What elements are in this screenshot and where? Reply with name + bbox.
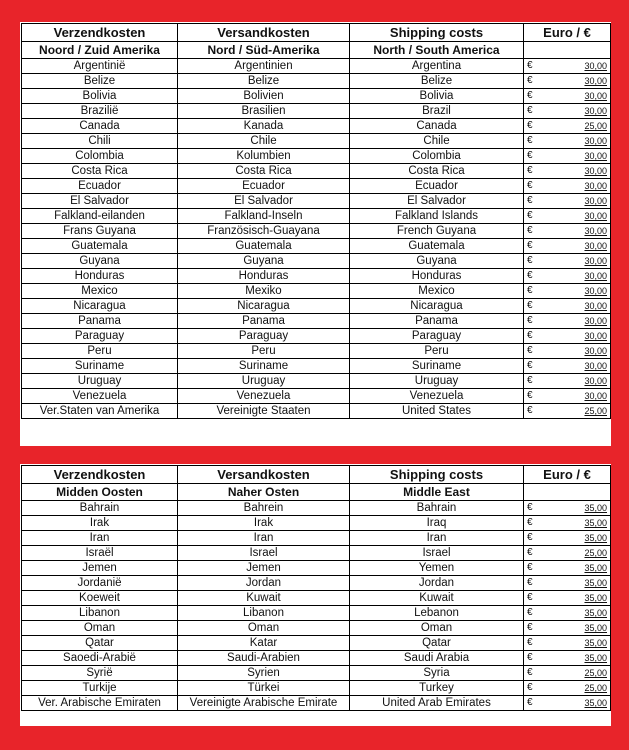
region-price-empty [524,42,611,59]
country-en: Yemen [350,561,524,576]
country-nl: Peru [22,344,178,359]
country-en: Panama [350,314,524,329]
price-cell [524,606,611,621]
table-row [22,134,611,149]
country-nl: Mexico [22,284,178,299]
currency-symbol: € [527,105,533,116]
table-row [22,389,611,404]
currency-symbol: € [527,195,533,206]
table-row [22,576,611,591]
country-en: Bahrain [350,501,524,516]
price-amount: 35,00 [584,503,607,513]
currency-symbol: € [527,622,533,633]
currency-symbol: € [527,375,533,386]
country-nl: Frans Guyana [22,224,178,239]
country-en: Lebanon [350,606,524,621]
country-nl: Ver.Staten van Amerika [22,404,178,419]
currency-symbol: € [527,577,533,588]
table-row [22,546,611,561]
country-de: Jemen [178,561,350,576]
country-nl: Falkland-eilanden [22,209,178,224]
country-de: Falkland-Inseln [178,209,350,224]
country-nl: Ver. Arabische Emiraten [22,696,178,711]
price-cell [524,59,611,74]
country-nl: Uruguay [22,374,178,389]
currency-symbol: € [527,390,533,401]
region-german: Naher Osten [178,484,350,501]
country-en: Brazil [350,104,524,119]
table-row [22,284,611,299]
currency-symbol: € [527,270,533,281]
country-nl: Oman [22,621,178,636]
country-en: Paraguay [350,329,524,344]
price-cell [524,576,611,591]
table-row [22,209,611,224]
currency-symbol: € [527,300,533,311]
price-amount: 30,00 [584,346,607,356]
table-row [22,404,611,419]
price-amount: 30,00 [584,76,607,86]
price-amount: 30,00 [584,151,607,161]
table-row [22,501,611,516]
price-amount: 30,00 [584,256,607,266]
table-row [22,531,611,546]
currency-symbol: € [527,90,533,101]
price-amount: 30,00 [584,211,607,221]
country-nl: Guatemala [22,239,178,254]
currency-symbol: € [527,165,533,176]
table-header-row [22,24,611,42]
country-de: Honduras [178,269,350,284]
country-de: Argentinien [178,59,350,74]
country-nl: Brazilië [22,104,178,119]
header-dutch: Verzendkosten [22,24,178,42]
country-en: Chile [350,134,524,149]
currency-symbol: € [527,532,533,543]
currency-symbol: € [527,75,533,86]
country-de: Oman [178,621,350,636]
price-amount: 30,00 [584,391,607,401]
header-german: Versandkosten [178,466,350,484]
price-cell [524,74,611,89]
currency-symbol: € [527,502,533,513]
country-de: Kanada [178,119,350,134]
table-row [22,636,611,651]
currency-symbol: € [527,285,533,296]
region-dutch: Midden Oosten [22,484,178,501]
currency-symbol: € [527,180,533,191]
price-amount: 30,00 [584,376,607,386]
country-nl: Iran [22,531,178,546]
country-en: Turkey [350,681,524,696]
price-amount: 30,00 [584,361,607,371]
header-price: Euro / € [524,466,611,484]
country-nl: Ecuador [22,179,178,194]
price-cell [524,314,611,329]
currency-symbol: € [527,255,533,266]
country-de: Bolivien [178,89,350,104]
currency-symbol: € [527,637,533,648]
currency-symbol: € [527,682,533,693]
country-en: Qatar [350,636,524,651]
country-de: Saudi-Arabien [178,651,350,666]
table-row [22,591,611,606]
table-row [22,299,611,314]
price-cell [524,164,611,179]
country-nl: Panama [22,314,178,329]
price-cell [524,299,611,314]
shipping-table-americas [21,23,611,419]
table-row [22,254,611,269]
country-en: Belize [350,74,524,89]
country-en: Bolivia [350,89,524,104]
country-de: Guyana [178,254,350,269]
country-en: Mexico [350,284,524,299]
table-row [22,224,611,239]
price-amount: 30,00 [584,91,607,101]
shipping-table-americas-panel [20,22,611,446]
currency-symbol: € [527,240,533,251]
country-en: Oman [350,621,524,636]
currency-symbol: € [527,697,533,708]
currency-symbol: € [527,135,533,146]
country-de: Libanon [178,606,350,621]
price-cell [524,134,611,149]
header-english: Shipping costs [350,24,524,42]
price-cell [524,179,611,194]
price-cell [524,531,611,546]
country-nl: Koeweit [22,591,178,606]
country-de: Suriname [178,359,350,374]
table-row [22,89,611,104]
price-amount: 35,00 [584,623,607,633]
table-row [22,359,611,374]
price-amount: 30,00 [584,301,607,311]
price-cell [524,269,611,284]
currency-symbol: € [527,405,533,416]
price-amount: 35,00 [584,533,607,543]
price-cell [524,359,611,374]
price-cell [524,284,611,299]
table-row [22,344,611,359]
currency-symbol: € [527,330,533,341]
country-nl: Guyana [22,254,178,269]
price-cell [524,591,611,606]
country-en: Nicaragua [350,299,524,314]
price-cell [524,666,611,681]
header-price: Euro / € [524,24,611,42]
price-amount: 35,00 [584,698,607,708]
country-en: Iran [350,531,524,546]
currency-symbol: € [527,345,533,356]
header-english: Shipping costs [350,466,524,484]
price-cell [524,119,611,134]
country-en: Jordan [350,576,524,591]
table-row [22,374,611,389]
country-de: Französisch-Guayana [178,224,350,239]
table-row [22,621,611,636]
country-en: Kuwait [350,591,524,606]
price-cell [524,561,611,576]
shipping-table-middle-east [21,465,611,711]
table-row [22,239,611,254]
country-de: Mexiko [178,284,350,299]
price-amount: 30,00 [584,331,607,341]
price-amount: 35,00 [584,608,607,618]
country-de: Türkei [178,681,350,696]
country-de: Brasilien [178,104,350,119]
currency-symbol: € [527,607,533,618]
region-price-empty [524,484,611,501]
price-cell [524,681,611,696]
country-de: Kolumbien [178,149,350,164]
country-de: Chile [178,134,350,149]
price-amount: 30,00 [584,61,607,71]
price-amount: 30,00 [584,106,607,116]
country-nl: Turkije [22,681,178,696]
price-cell [524,546,611,561]
country-de: Guatemala [178,239,350,254]
table-row [22,104,611,119]
price-amount: 30,00 [584,271,607,281]
price-cell [524,404,611,419]
country-en: Iraq [350,516,524,531]
price-cell [524,209,611,224]
table-row [22,681,611,696]
header-dutch: Verzendkosten [22,466,178,484]
country-en: Syria [350,666,524,681]
country-en: Suriname [350,359,524,374]
country-nl: Costa Rica [22,164,178,179]
price-cell [524,621,611,636]
currency-symbol: € [527,150,533,161]
price-amount: 25,00 [584,121,607,131]
region-row [22,484,611,501]
country-en: Argentina [350,59,524,74]
country-en: French Guyana [350,224,524,239]
price-amount: 30,00 [584,166,607,176]
table-row [22,561,611,576]
table-row [22,74,611,89]
shipping-table-middle-east-panel [20,464,611,726]
country-nl: Honduras [22,269,178,284]
price-cell [524,254,611,269]
country-en: Guyana [350,254,524,269]
currency-symbol: € [527,592,533,603]
country-de: Israel [178,546,350,561]
country-de: Nicaragua [178,299,350,314]
country-nl: Venezuela [22,389,178,404]
country-de: Bahrein [178,501,350,516]
country-de: Syrien [178,666,350,681]
price-amount: 35,00 [584,578,607,588]
table-header-row [22,466,611,484]
country-en: Venezuela [350,389,524,404]
country-de: Panama [178,314,350,329]
table-row [22,516,611,531]
country-nl: Jemen [22,561,178,576]
price-amount: 30,00 [584,136,607,146]
price-cell [524,636,611,651]
country-en: Peru [350,344,524,359]
country-nl: Colombia [22,149,178,164]
price-amount: 35,00 [584,653,607,663]
country-en: Saudi Arabia [350,651,524,666]
price-cell [524,516,611,531]
country-en: Ecuador [350,179,524,194]
currency-symbol: € [527,60,533,71]
country-nl: Irak [22,516,178,531]
country-nl: Israël [22,546,178,561]
country-nl: Libanon [22,606,178,621]
table-row [22,179,611,194]
price-cell [524,329,611,344]
country-de: Iran [178,531,350,546]
country-de: Paraguay [178,329,350,344]
country-nl: Suriname [22,359,178,374]
country-en: Colombia [350,149,524,164]
country-de: Irak [178,516,350,531]
price-amount: 30,00 [584,226,607,236]
country-de: Vereinigte Arabische Emirate [178,696,350,711]
country-nl: Bahrain [22,501,178,516]
country-en: Honduras [350,269,524,284]
price-amount: 30,00 [584,286,607,296]
country-nl: Nicaragua [22,299,178,314]
country-nl: Paraguay [22,329,178,344]
country-en: Uruguay [350,374,524,389]
table-row [22,119,611,134]
price-amount: 35,00 [584,638,607,648]
region-german: Nord / Süd-Amerika [178,42,350,59]
table-row [22,666,611,681]
currency-symbol: € [527,562,533,573]
country-de: Vereinigte Staaten [178,404,350,419]
currency-symbol: € [527,652,533,663]
country-de: Belize [178,74,350,89]
country-nl: Chili [22,134,178,149]
price-amount: 25,00 [584,406,607,416]
region-english: North / South America [350,42,524,59]
country-nl: Qatar [22,636,178,651]
country-en: Guatemala [350,239,524,254]
price-cell [524,389,611,404]
header-german: Versandkosten [178,24,350,42]
country-de: Uruguay [178,374,350,389]
table-row [22,651,611,666]
country-en: Canada [350,119,524,134]
price-cell [524,104,611,119]
country-en: El Salvador [350,194,524,209]
country-de: Kuwait [178,591,350,606]
price-amount: 30,00 [584,316,607,326]
table-row [22,314,611,329]
country-de: Venezuela [178,389,350,404]
country-nl: Syrië [22,666,178,681]
currency-symbol: € [527,225,533,236]
price-cell [524,239,611,254]
country-en: Falkland Islands [350,209,524,224]
currency-symbol: € [527,210,533,221]
table-row [22,59,611,74]
price-cell [524,651,611,666]
table-row [22,149,611,164]
currency-symbol: € [527,120,533,131]
country-nl: Belize [22,74,178,89]
country-en: Costa Rica [350,164,524,179]
country-de: Costa Rica [178,164,350,179]
price-cell [524,89,611,104]
country-en: United Arab Emirates [350,696,524,711]
table-row [22,269,611,284]
price-amount: 35,00 [584,563,607,573]
table-row [22,606,611,621]
country-nl: El Salvador [22,194,178,209]
price-cell [524,194,611,209]
currency-symbol: € [527,547,533,558]
price-amount: 35,00 [584,518,607,528]
price-cell [524,149,611,164]
country-en: United States [350,404,524,419]
country-nl: Canada [22,119,178,134]
table-row [22,194,611,209]
country-nl: Bolivia [22,89,178,104]
price-cell [524,501,611,516]
table-row [22,329,611,344]
price-amount: 30,00 [584,181,607,191]
country-de: Katar [178,636,350,651]
price-amount: 35,00 [584,593,607,603]
price-cell [524,224,611,239]
country-en: Israel [350,546,524,561]
price-amount: 25,00 [584,683,607,693]
price-amount: 30,00 [584,241,607,251]
price-amount: 25,00 [584,668,607,678]
region-english: Middle East [350,484,524,501]
region-dutch: Noord / Zuid Amerika [22,42,178,59]
table-row [22,164,611,179]
price-amount: 30,00 [584,196,607,206]
price-amount: 25,00 [584,548,607,558]
currency-symbol: € [527,360,533,371]
price-cell [524,374,611,389]
country-nl: Argentinië [22,59,178,74]
price-cell [524,344,611,359]
table-row [22,696,611,711]
currency-symbol: € [527,667,533,678]
currency-symbol: € [527,315,533,326]
country-de: Ecuador [178,179,350,194]
country-de: El Salvador [178,194,350,209]
region-row [22,42,611,59]
currency-symbol: € [527,517,533,528]
country-nl: Saoedi-Arabië [22,651,178,666]
country-nl: Jordanië [22,576,178,591]
country-de: Jordan [178,576,350,591]
country-de: Peru [178,344,350,359]
price-cell [524,696,611,711]
